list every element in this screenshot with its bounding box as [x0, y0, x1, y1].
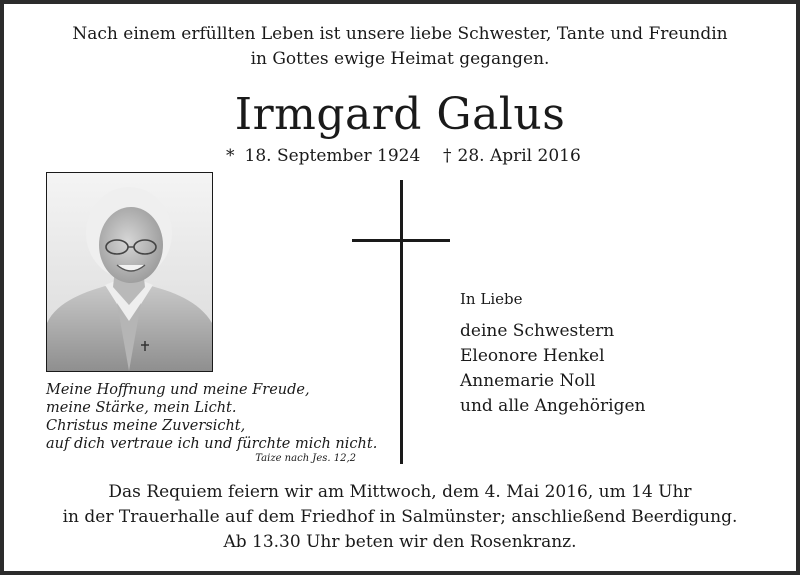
service-line: Das Requiem feiern wir am Mittwoch, dem 4. Mai 2016, um 14 Uhr	[108, 482, 692, 502]
mourner-line: Annemarie Noll	[460, 371, 596, 391]
cross-icon	[400, 180, 403, 464]
death-date	[443, 145, 581, 167]
signoff-heading: In Liebe	[460, 290, 523, 308]
intro-text	[0, 22, 800, 72]
portrait-icon	[47, 173, 212, 371]
mourners-list	[460, 319, 645, 419]
birth-star-icon: *	[226, 146, 235, 166]
quote-line: meine Stärke, mein Licht.	[46, 400, 237, 416]
birth-date	[226, 145, 420, 167]
service-info	[0, 480, 800, 555]
service-line: Ab 13.30 Uhr beten wir den Rosenkranz.	[223, 532, 577, 552]
intro-line: Nach einem erfüllten Leben ist unsere liebe Schwester, Tante und Freundin	[72, 24, 728, 44]
service-line: in der Trauerhalle auf dem Friedhof in Salmünster; anschließend Beerdigung.	[62, 507, 738, 527]
birth-date-text: 18. September 1924	[244, 146, 421, 166]
portrait-photo	[46, 172, 213, 372]
quote-line: auf dich vertraue ich und fürchte mich nicht.	[46, 436, 378, 452]
death-date-text: 28. April 2016	[457, 146, 581, 166]
intro-line: in Gottes ewige Heimat gegangen.	[250, 49, 550, 69]
mourner-line: deine Schwestern	[460, 321, 615, 341]
quote-line: Meine Hoffnung und meine Freude,	[46, 382, 310, 398]
bible-quote	[46, 381, 377, 453]
cross-bar	[352, 239, 450, 242]
mourner-line: und alle Angehörigen	[460, 396, 646, 416]
death-dagger-icon: †	[443, 146, 452, 166]
mourner-line: Eleonore Henkel	[460, 346, 605, 366]
deceased-name: Irmgard Galus	[234, 89, 566, 140]
quote-source: Taize nach Jes. 12,2	[255, 453, 356, 464]
quote-line: Christus meine Zuversicht,	[46, 418, 246, 434]
